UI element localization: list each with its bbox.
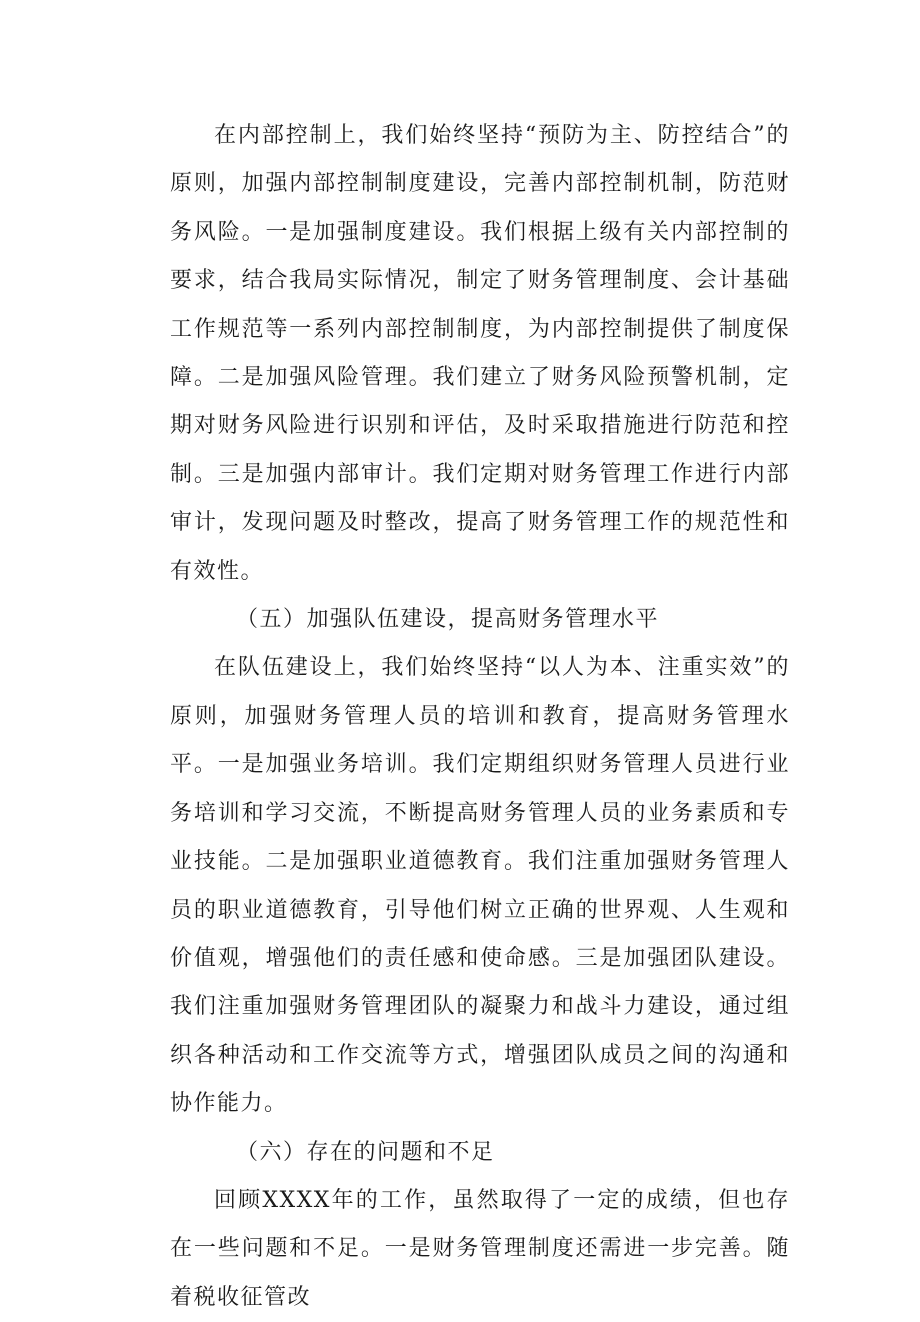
section-heading-five: （五）加强队伍建设，提高财务管理水平 — [236, 607, 660, 633]
document-body — [170, 112, 790, 1322]
paragraph-internal-control: 在内部控制上，我们始终坚持“预防为主、防控结合”的原则，加强内部控制制度建设，完善内部控制机制，防范财务风险。一是加强制度建设。我们根据上级有关内部控制的要求，结合我局实际情况，制定了财务管理制度、会计基础工作规范等一系列内部控制制度，为内部控制提供了制度保障。二是加强风险管理。我们建立了财务风险预警机制，定期对财务风险进行识别和评估，及时采取措施进行防范和控制。三是加强内部审计。我们定期对财务管理工作进行内部审计，发现问题及时整改，提高了财务管理工作的规范性和有效性。 — [170, 123, 790, 584]
paragraph-team-building: 在队伍建设上，我们始终坚持“以人为本、注重实效”的原则，加强财务管理人员的培训和教育，提高财务管理水平。一是加强业务培训。我们定期组织财务管理人员进行业务培训和学习交流，不断提高财务管理人员的业务素质和专业技能。二是加强职业道德教育。我们注重加强财务管理人员的职业道德教育，引导他们树立正确的世界观、人生观和价值观，增强他们的责任感和使命感。三是加强团队建设。我们注重加强财务管理团队的凝聚力和战斗力建设，通过组织各种活动和工作交流等方式，增强团队成员之间的沟通和协作能力。 — [170, 655, 790, 1117]
paragraph-problems: 回顾XXXX年的工作，虽然取得了一定的成绩，但也存在一些问题和不足。一是财务管理制度还需进一步完善。随着税收征管改 — [170, 1187, 790, 1310]
section-heading-six: （六）存在的问题和不足 — [236, 1139, 495, 1165]
